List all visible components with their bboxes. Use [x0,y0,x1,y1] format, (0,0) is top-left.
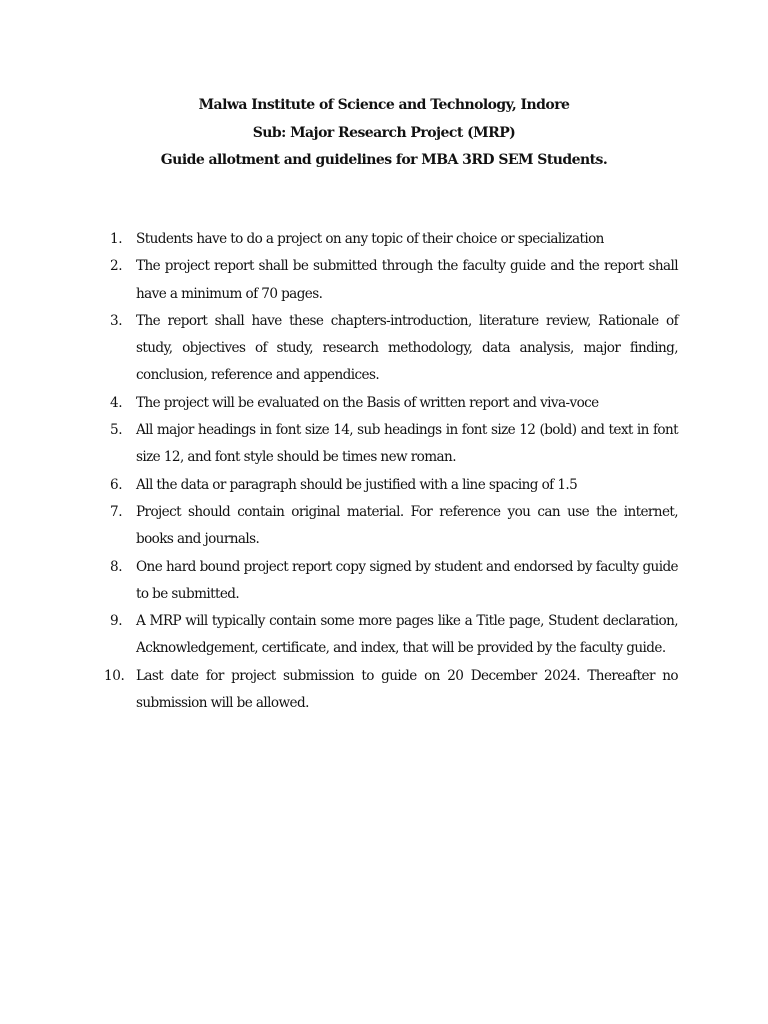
item-number: 7. [110,503,123,520]
guideline-item-8 [110,554,678,609]
item-number: 2. [110,258,123,275]
item-text: All major headings in font size 14, sub headings in font size 12 (bold) and text in font size 12, and font style should be times new roman. [136,422,678,466]
item-text: Project should contain original material. For reference you can use the internet, books and journals. [136,503,678,548]
item-text: Students have to do a project on any topic of their choice or specialization [136,231,604,247]
guidelines-list [104,226,678,717]
guideline-item-1 [110,226,678,253]
item-number: 5. [110,422,123,439]
subject-line: Sub: Major Research Project (MRP) [252,124,516,141]
guideline-item-2 [110,253,678,308]
institute-name: Malwa Institute of Science and Technology, Indore [198,97,570,113]
guideline-item-9 [110,608,678,663]
item-text: The project will be evaluated on the Basis of written report and viva-voce [136,394,599,411]
item-number: 9. [110,613,123,630]
guideline-item-10 [104,663,678,718]
document-header [0,92,768,175]
item-number: 6. [110,476,123,493]
guideline-item-5 [110,417,678,472]
item-text: All the data or paragraph should be justified with a line spacing of 1.5 [136,476,578,493]
guideline-item-6 [110,472,678,499]
item-text: A MRP will typically contain some more pages like a Title page, Student declaration, Acknowledgement, certificate, and index, that will be provided by the faculty guide. [136,613,678,657]
document-title: Guide allotment and guidelines for MBA 3RD SEM Students. [160,152,608,168]
item-number: 3. [110,312,123,329]
item-text: Last date for project submission to guide on 20 December 2024. Thereafter no submission will be allowed. [136,667,678,712]
item-number: 4. [110,394,123,411]
item-text: The report shall have these chapters-introduction, literature review, Rationale of study, objectives of study, research methodology, data analysis, major finding, conclusion, reference and appendices. [136,312,678,384]
item-number: 10. [104,667,125,684]
item-number: 1. [110,231,123,247]
item-text: The project report shall be submitted through the faculty guide and the report shall have a minimum of 70 pages. [136,258,678,302]
item-text: One hard bound project report copy signed by student and endorsed by faculty guide to be submitted. [136,558,678,602]
guideline-item-3 [110,308,678,390]
item-number: 8. [110,558,123,575]
guideline-item-4 [110,390,678,417]
guideline-item-7 [110,499,678,554]
